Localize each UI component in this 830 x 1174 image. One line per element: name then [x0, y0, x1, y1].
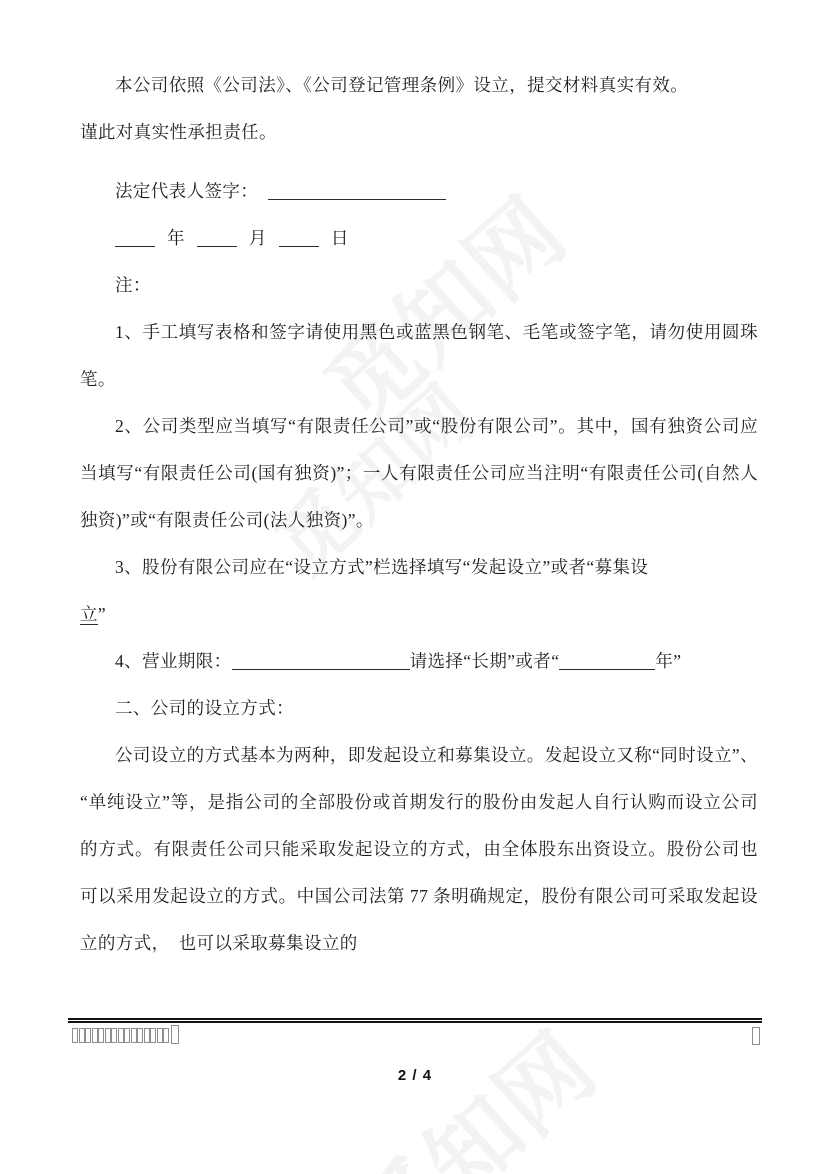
missing-glyph-box-icon — [92, 1028, 98, 1043]
missing-glyph-box-icon — [79, 1028, 85, 1043]
date-line — [80, 215, 758, 262]
missing-glyph-box-icon — [72, 1028, 78, 1043]
missing-glyph-box-icon — [111, 1028, 117, 1043]
missing-glyph-box-icon — [163, 1028, 169, 1043]
note-3-closing-quote: ” — [97, 604, 107, 624]
spacer — [80, 156, 758, 168]
missing-glyph-box-icon — [105, 1028, 111, 1043]
note-4-middle-text: 请选择“长期”或者“ — [409, 651, 560, 671]
signature-blank[interactable] — [268, 199, 446, 200]
missing-glyph-box-icon — [150, 1028, 156, 1043]
date-month-unit: 月 — [248, 228, 267, 248]
missing-glyph-box-icon — [124, 1028, 130, 1043]
missing-glyph-box-icon — [85, 1028, 91, 1043]
notes-heading: 注： — [115, 275, 151, 295]
business-term-years-blank[interactable] — [559, 669, 655, 670]
page-number-indicator: 2 / 4 — [397, 1067, 433, 1084]
date-year-blank[interactable] — [115, 246, 155, 247]
note-item-3-continued — [80, 591, 758, 638]
date-day-blank[interactable] — [279, 246, 319, 247]
footer-divider — [68, 1018, 762, 1023]
date-day-unit: 日 — [330, 228, 349, 248]
date-month-blank[interactable] — [197, 246, 237, 247]
declaration-line-2: 谨此对真实性承担责任。 — [80, 122, 277, 142]
signature-line — [80, 168, 758, 215]
note-item-3 — [80, 544, 758, 591]
note-4-tail-text: 年” — [655, 651, 682, 671]
missing-glyph-box-icon — [131, 1028, 137, 1043]
business-term-blank[interactable] — [232, 669, 410, 670]
footer-right-missing-glyph-icon — [752, 1027, 760, 1045]
declaration-line-1: 本公司依照《公司法》、《公司登记管理条例》设立，提交材料真实有效。 — [115, 75, 689, 95]
note-item-2: 2、公司类型应当填写“有限责任公司”或“股份有限公司”。其中，国有独资公司应当填写“有限责任公司(国有独资)”；一人有限责任公司应当注明“有限责任公司(自然人独资)”或“有限责任公司(法人独资)”。 — [80, 416, 758, 530]
signature-label: 法定代表人签字： — [115, 181, 259, 201]
missing-glyph-box-icon — [118, 1028, 124, 1043]
missing-glyph-box-icon — [137, 1028, 143, 1043]
note-item-4 — [80, 638, 758, 685]
note-item-1: 1、手工填写表格和签字请使用黑色或蓝黑色钢笔、毛笔或签字笔，请勿使用圆珠笔。 — [80, 322, 758, 389]
section-heading: 二、公司的设立方式： — [115, 698, 294, 718]
note-3-text: 3、股份有限公司应在“设立方式”栏选择填写“发起设立”或者“募集设 — [115, 557, 649, 577]
footer-missing-glyph-run — [72, 1028, 179, 1044]
missing-glyph-box-icon — [171, 1025, 179, 1044]
note-4-label: 4、营业期限： — [115, 651, 232, 671]
missing-glyph-box-icon — [144, 1028, 150, 1043]
page-footer — [0, 1018, 830, 1084]
date-year-unit: 年 — [167, 228, 185, 248]
section-body-paragraph: 公司设立的方式基本为两种，即发起设立和募集设立。发起设立又称“同时设立”、“单纯设立”等，是指公司的全部股份或首期发行的股份由发起人自行认购而设立公司的方式。有限责任公司只能采取发起设立的方式，由全体股东出资设立。股份公司也可以采用发起设立的方式。中国公司法第 77 条明确规定，股份有限公司可采取发起设立的方式， 也可以采取募集设立的 — [80, 745, 758, 953]
missing-glyph-box-icon — [157, 1028, 163, 1043]
note-3-underlined-char: 立 — [80, 604, 98, 624]
missing-glyph-box-icon — [98, 1028, 104, 1043]
footer-glyph-row — [68, 1025, 762, 1051]
